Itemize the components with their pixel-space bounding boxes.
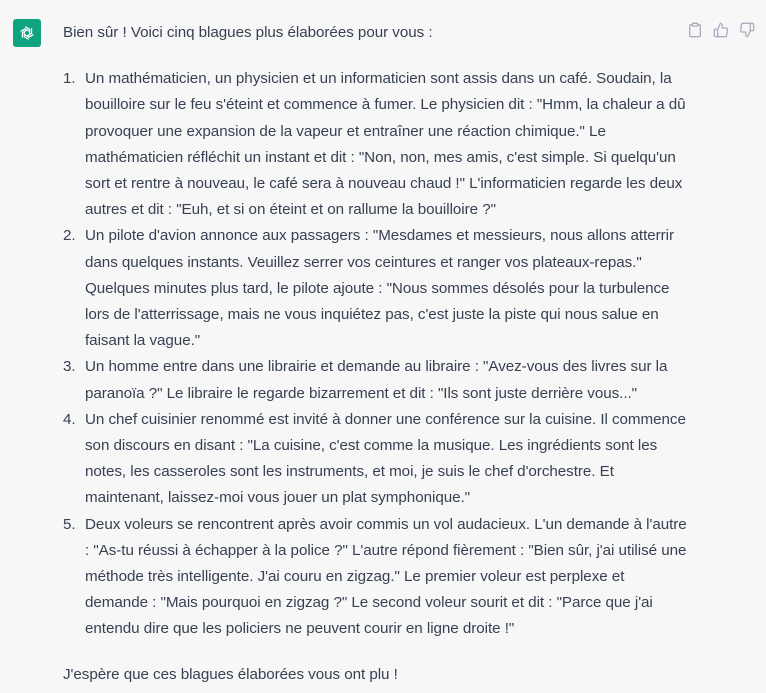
list-item-number: 1. [63,70,76,88]
message-outro: J'espère que ces blagues élaborées vous ont plu ! [63,665,398,683]
list-item [63,407,688,512]
thumbs-down-icon [739,22,755,38]
message-actions [686,21,756,39]
message-intro: Bien sûr ! Voici cinq blagues plus élaborées pour vous : [63,24,433,41]
list-item-number: 2. [63,227,76,245]
like-button[interactable] [712,21,730,39]
list-item-text: Un chef cuisinier renommé est invité à donner une conférence sur la cuisine. Il commence son discours en disant : "La cuisine, c'est comme la musique. Les ingrédients sont les notes, les casseroles sont les instruments, et moi, je suis le chef d'orchestre. Et maintenant, laissez-moi vous jouer un plat symphonique." [85,410,686,507]
clipboard-icon [687,22,703,38]
thumbs-up-icon [713,22,729,38]
message-content [63,20,688,688]
jokes-list [63,66,688,642]
list-item-text: Un homme entre dans une librairie et demande au libraire : "Avez-vous des livres sur la paranoïa ?" Le libraire le regarde bizarrement et dit : "Ils sont juste derrière vous..." [85,358,668,402]
list-item [63,66,688,223]
list-item-text: Deux voleurs se rencontrent après avoir commis un vol audacieux. L'un demande à l'autre : "As-tu réussi à échapper à la police ?" L'autre répond fièrement : "Bien sûr, j'ai utilisé une méthode très intelligente. J'ai couru en zigzag." Le premier voleur est perplexe et demande : "Mais pourquoi en zigzag ?" Le second voleur sourit et dit : "Parce que j'ai entendu dire que les policiers ne peuvent courir en ligne droite !" [85,515,687,638]
list-item [63,512,688,643]
list-item-text: Un mathématicien, un physicien et un informaticien sont assis dans un café. Soudain, la bouilloire sur le feu s'éteint et commence à fumer. Le physicien dit : "Hmm, la chaleur a dû provoquer une expansion de la vapeur et entraîner une réaction chimique." Le mathématicien réfléchit un instant et dit : "Non, non, mes amis, c'est simple. Si quelqu'un sort et rentre à nouveau, le café sera à nouveau chaud !" L'informaticien regarde les deux autres et dit : "Euh, et si on éteint et on rallume la bouilloire ?" [85,70,686,219]
assistant-avatar [13,19,41,47]
list-item-number: 4. [63,410,76,428]
list-item [63,354,688,406]
copy-button[interactable] [686,21,704,39]
list-item-number: 5. [63,515,76,533]
dislike-button[interactable] [738,21,756,39]
openai-logo-icon [17,23,37,43]
list-item-text: Un pilote d'avion annonce aux passagers : "Mesdames et messieurs, nous allons atterrir dans quelques instants. Veuillez serrer vos ceintures et ranger vos plateaux-repas." Quelques minutes plus tard, le pilote ajoute : "Nous sommes désolés pour la turbulence lors de l'atterrissage, mais ne vous inquiétez pas, c'est juste la piste qui nous salue en faisant la vague." [85,227,675,350]
list-item-number: 3. [63,358,76,376]
list-item [63,223,688,354]
